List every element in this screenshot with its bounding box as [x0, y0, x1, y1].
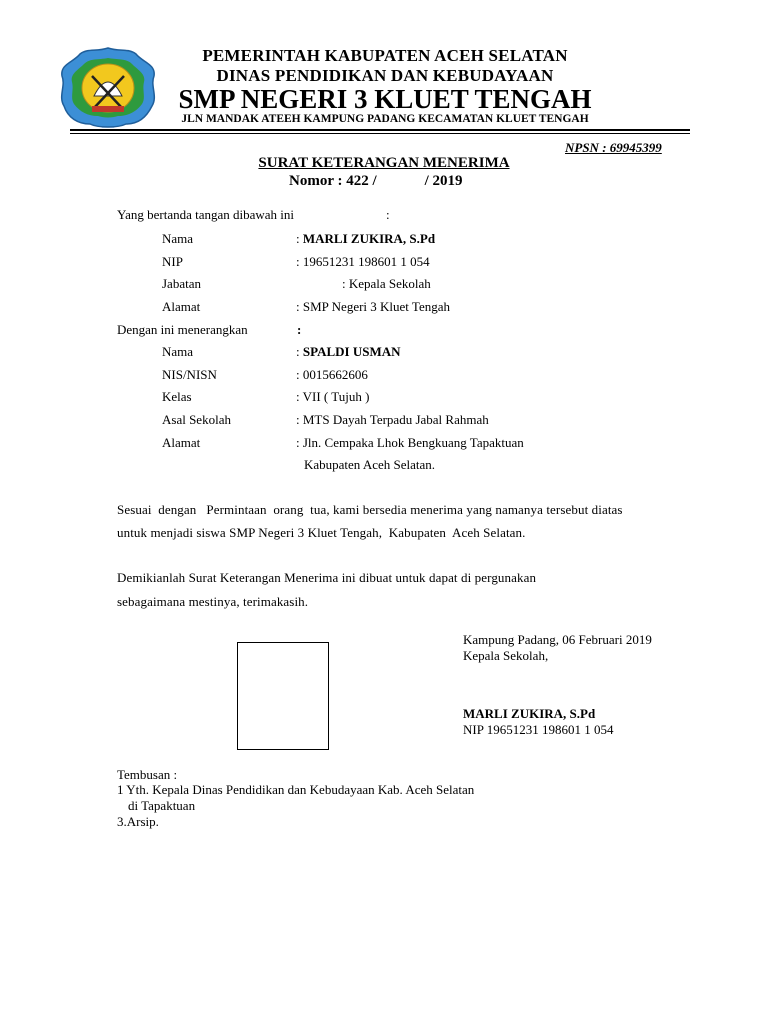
student-origin-school: MTS Dayah Terpadu Jabal Rahmah [302, 412, 489, 427]
second-intro-colon: : [297, 322, 302, 337]
signature-role: Kepala Sekolah, [463, 648, 549, 663]
tembusan-item-1-line-1: 1 Yth. Kepala Dinas Pendidikan dan Kebudayaan Kab. Aceh Selatan [117, 782, 475, 797]
student-name: SPALDI USMAN [302, 344, 401, 359]
letterhead-school-name: SMP NEGERI 3 KLUET TENGAH [178, 84, 592, 114]
student-nis: 0015662606 [302, 367, 368, 382]
student-class: VII ( Tujuh ) [302, 389, 370, 404]
student-name-label: Nama [162, 344, 194, 359]
body-paragraph-2-line-2: sebagaimana mestinya, terimakasih. [117, 594, 309, 609]
signer-name: MARLI ZUKIRA, S.Pd [302, 231, 436, 246]
intro-colon: : [386, 207, 390, 222]
signer-nip-row: : 19651231 198601 1 054 [296, 254, 430, 269]
student-nis-label: NIS/NISN [162, 367, 217, 382]
tembusan-item-3: 3.Arsip. [117, 814, 159, 829]
student-address-row: : Jln. Cempaka Lhok Bengkuang Tapaktuan [296, 435, 524, 450]
student-nis-row: : 0015662606 [296, 367, 368, 382]
signer-address: SMP Negeri 3 Kluet Tengah [302, 299, 451, 314]
signer-position-label: Jabatan [162, 276, 201, 291]
signer-name-label: Nama [162, 231, 194, 246]
student-address-line2: Kabupaten Aceh Selatan. [304, 457, 436, 472]
body-paragraph-1-line-1: Sesuai dengan Permintaan orang tua, kami bersedia menerima yang namanya tersebut diatas [117, 502, 623, 517]
letterhead-rule-thick [70, 129, 690, 131]
photo-box [237, 642, 329, 750]
letterhead-department: DINAS PENDIDIKAN DAN KEBUDAYAAN [216, 66, 554, 85]
student-class-row: : VII ( Tujuh ) [296, 389, 370, 404]
tembusan-label: Tembusan : [117, 767, 178, 782]
student-address-label: Alamat [162, 435, 201, 450]
regency-logo [58, 46, 158, 130]
signer-address-label: Alamat [162, 299, 201, 314]
student-origin-school-row: : MTS Dayah Terpadu Jabal Rahmah [296, 412, 489, 427]
tembusan-item-1-line-2: di Tapaktuan [128, 798, 196, 813]
npsn-number: NPSN : 69945399 [565, 140, 662, 155]
student-name-row: : SPALDI USMAN [296, 344, 401, 359]
document-title: SURAT KETERANGAN MENERIMA [258, 155, 510, 171]
signer-nip: 19651231 198601 1 054 [302, 254, 430, 269]
body-paragraph-1-line-2: untuk menjadi siswa SMP Negeri 3 Kluet Tengah, Kabupaten Aceh Selatan. [117, 525, 526, 540]
signer-position: : Kepala Sekolah [342, 276, 431, 291]
body-paragraph-2-line-1: Demikianlah Surat Keterangan Menerima ini dibuat untuk dapat di pergunakan [117, 570, 537, 585]
letterhead-rule-thin [70, 133, 690, 134]
letterhead-address: JLN MANDAK ATEEH KAMPUNG PADANG KECAMATAN KLUET TENGAH [181, 113, 589, 125]
second-intro-text: Dengan ini menerangkan [117, 322, 248, 337]
student-origin-school-label: Asal Sekolah [162, 412, 231, 427]
signature-place-date: Kampung Padang, 06 Februari 2019 [463, 632, 652, 647]
student-address-line1: Jln. Cempaka Lhok Bengkuang Tapaktuan [302, 435, 524, 450]
intro-text: Yang bertanda tangan dibawah ini [117, 207, 295, 222]
signature-nip: NIP 19651231 198601 1 054 [463, 722, 614, 737]
signer-name-row: : MARLI ZUKIRA, S.Pd [296, 231, 436, 246]
signer-address-row: : SMP Negeri 3 Kluet Tengah [296, 299, 451, 314]
document-number: Nomor : 422 / / 2019 [289, 173, 463, 189]
signature-name: MARLI ZUKIRA, S.Pd [463, 706, 596, 721]
student-class-label: Kelas [162, 389, 192, 404]
signer-nip-label: NIP [162, 254, 183, 269]
logo-base [92, 106, 124, 112]
letterhead-government: PEMERINTAH KABUPATEN ACEH SELATAN [202, 46, 568, 65]
